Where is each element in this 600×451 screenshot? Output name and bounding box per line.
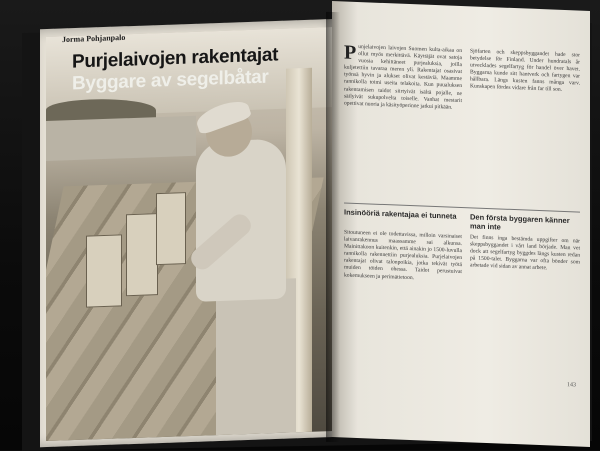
- body-text: Sitoutuneen ei ole todettavissa, milloin varsinaiset laivanrakennus maassamme sai alkunsa. Mainittakoon kuitenkin, että ainakin jo 1500-luvulla rannikolla rakennettiin purjealuksia. Purjelaivojen rakentajat olivat talonpoikia, jotka tekivät työtä muiden töiden ohessa. Taidot perustuivat kokemukseen ja perimätietoon.: [344, 229, 462, 281]
- subheading-swedish: Den första byggaren känner man inte: [470, 212, 570, 232]
- right-page: [332, 1, 590, 447]
- photo-worker-legs: [216, 278, 296, 441]
- photo-water: [46, 116, 196, 161]
- book-gutter: [326, 12, 340, 442]
- article-title-finnish: Purjelaivojen rakentajat: [72, 44, 279, 73]
- text-column-finnish-top: [344, 41, 462, 112]
- text-column-swedish-bottom: [470, 234, 580, 274]
- subheading-finnish: Insinööriä rakentajaa ei tunneta: [344, 207, 457, 221]
- article-title-swedish: Byggare av segelbåtar: [72, 66, 269, 95]
- drop-cap: P: [344, 41, 357, 64]
- article-author: Jorma Pohjanpalo: [62, 32, 126, 45]
- page-number: 143: [567, 382, 576, 389]
- photo-rib-frame: [126, 213, 158, 296]
- text-column-swedish-top: [470, 48, 580, 95]
- photo-rib-frame: [86, 234, 122, 307]
- body-text: Sjöfarten och skeppsbyggandet hade stor betydelse för Finland. Under hundratals år utvecklades segelfartyg för handel över havet. Byggarna kunde sitt hantverk och fartygen var hållbara. Längs kusten fanns många varv. Kunskapen fördes vidare från far till son.: [470, 48, 580, 94]
- body-text: unjelaivojen laivojen Suomen kulta-aikaa on ollut myös merkittävä. Käyttäjät ovat satoja vuosia kehittäneet purjealuksia, joilla kuljetettiin tavaraa meren yli. Rakentajat osasivat työnsä hyvin ja alukset olivat kestäviä. Maamme rannikolla toimi useita telakoita. Kun puualuksen rakentamisen taidot siirtyivät isältä pojalle, ne säilyivät sukupolvelta toiselle. Vanhat mestarit opettivat nuoria ja käsityöperinne jatkui pitkään.: [344, 44, 462, 111]
- text-column-finnish-bottom: [344, 230, 462, 284]
- photo-rib-frame: [156, 192, 186, 265]
- body-text: Det finns inga bestämda uppgifter om när skeppsbyggandet i vårt land började. Man vet dock att segelfartyg byggdes längs kusten redan på 1500-talet. Byggarna var ofta bönder som arbetade vid sidan av annat arbete.: [470, 234, 580, 272]
